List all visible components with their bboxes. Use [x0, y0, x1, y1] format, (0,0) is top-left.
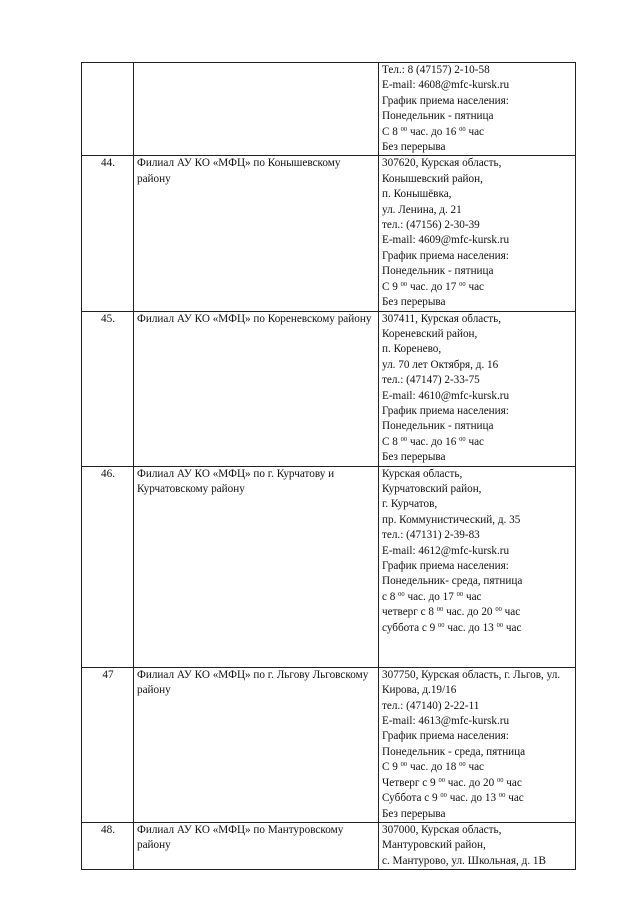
contact-line: Понедельник- среда, пятница: [382, 575, 523, 588]
schedule-text: час: [465, 125, 485, 138]
schedule-line: [382, 125, 573, 140]
contact-line: п. Коренево,: [382, 343, 442, 356]
time-minutes: 00: [438, 621, 445, 629]
time-minutes: 00: [438, 776, 445, 784]
schedule-text: час. до 16: [407, 125, 460, 138]
time-minutes: 00: [400, 761, 408, 769]
contact-line: 307411, Курская область,: [382, 312, 501, 325]
row-number: [82, 63, 134, 156]
branch-contacts: [379, 311, 576, 466]
table-row: [82, 63, 576, 156]
table-row: [82, 156, 576, 311]
contact-line: тел.: (47147) 2-33-75: [382, 374, 480, 387]
time-minutes: 00: [496, 621, 504, 629]
contact-line: г. Курчатов,: [382, 498, 438, 511]
branch-name: Филиал АУ КО «МФЦ» по Кореневскому району: [134, 311, 379, 466]
contact-line: тел.: (47131) 2-39-83: [382, 529, 480, 542]
schedule-text: час: [505, 792, 524, 805]
schedule-text: Суббота с 9: [382, 792, 441, 805]
schedule-text: час. до 16: [407, 435, 460, 448]
branch-name: Филиал АУ КО «МФЦ» по г. Курчатову и Курчатовскому району: [134, 466, 379, 667]
contact-line: тел.: (47156) 2-30-39: [382, 219, 480, 232]
branch-name: [134, 63, 379, 156]
contact-line: Понедельник - пятница: [382, 420, 494, 433]
branch-name: Филиал АУ КО «МФЦ» по г. Льгову Льговскому району: [134, 667, 379, 822]
contact-line: Без перерыва: [382, 141, 446, 154]
branch-contacts: [379, 63, 576, 156]
contact-line: Понедельник - пятница: [382, 265, 494, 278]
time-minutes: 00: [495, 606, 502, 614]
time-minutes: 00: [459, 280, 466, 288]
contact-line: [382, 651, 573, 666]
schedule-text: час: [465, 761, 485, 774]
schedule-text: час. до 13: [446, 792, 499, 805]
time-minutes: 00: [400, 435, 408, 443]
row-number: 47: [82, 667, 134, 822]
schedule-line: [382, 280, 573, 295]
branch-contacts: [379, 466, 576, 667]
table-row: [82, 667, 576, 822]
schedule-text: С 8: [382, 125, 401, 138]
schedule-text: С 9: [382, 761, 401, 774]
contact-line: Кореневский район,: [382, 327, 478, 340]
schedule-text: час. до 18: [407, 761, 460, 774]
contact-line: E-mail: 4608@mfc-kursk.ru: [382, 79, 510, 92]
schedule-line: [382, 760, 573, 775]
branch-contacts: [379, 156, 576, 311]
contact-line: Без перерыва: [382, 451, 446, 464]
schedule-text: час: [463, 590, 482, 603]
schedule-text: час. до 20: [443, 606, 496, 619]
schedule-text: час. до 13: [444, 621, 497, 634]
contact-line: ул. 70 лет Октября, д. 16: [382, 358, 499, 371]
schedule-text: суббота с 9: [382, 621, 439, 634]
time-minutes: 00: [459, 435, 466, 443]
contact-line: Мантуровский район,: [382, 839, 486, 852]
table-row: [82, 311, 576, 466]
table-row: [82, 822, 576, 869]
schedule-text: час: [465, 435, 485, 448]
time-minutes: 00: [456, 590, 464, 598]
schedule-line: [382, 791, 573, 806]
row-number: 45.: [82, 311, 134, 466]
contact-line: 307750, Курская область, г. Льгов, ул.: [382, 668, 561, 681]
time-minutes: 00: [496, 776, 504, 784]
schedule-line: [382, 605, 573, 620]
contact-line: 307620, Курская область,: [382, 157, 502, 170]
contact-line: E-mail: 4612@mfc-kursk.ru: [382, 544, 510, 557]
contact-line: График приема населения:: [382, 730, 509, 743]
schedule-text: час: [465, 280, 485, 293]
schedule-text: час. до 17: [407, 280, 460, 293]
time-minutes: 00: [459, 125, 466, 133]
schedule-text: с 8: [382, 590, 399, 603]
time-minutes: 00: [400, 125, 408, 133]
contact-line: Понедельник - среда, пятница: [382, 745, 526, 758]
contact-line: Понедельник - пятница: [382, 110, 494, 123]
table-row: [82, 466, 576, 667]
contact-line: ул. Ленина, д. 21: [382, 203, 462, 216]
contact-line: E-mail: 4610@mfc-kursk.ru: [382, 389, 510, 402]
contact-line: Тел.: 8 (47157) 2-10-58: [382, 64, 490, 76]
contact-line: E-mail: 4613@mfc-kursk.ru: [382, 715, 510, 728]
time-minutes: 00: [440, 792, 447, 800]
schedule-text: час: [501, 606, 521, 619]
contact-line: Кирова, д.19/16: [382, 684, 457, 697]
contact-line: Курская область,: [382, 467, 463, 480]
branch-name: Филиал АУ КО «МФЦ» по Мантуровскому району: [134, 822, 379, 869]
schedule-line: [382, 776, 573, 791]
row-number: 48.: [82, 822, 134, 869]
contact-line: п. Конышёвка,: [382, 188, 452, 201]
schedule-text: С 8: [382, 435, 401, 448]
contact-line: График приема населения:: [382, 560, 509, 572]
contact-line: График приема населения:: [382, 404, 509, 417]
row-number: 44.: [82, 156, 134, 311]
branch-contacts: [379, 667, 576, 822]
schedule-text: С 9: [382, 280, 401, 293]
table-body: [82, 63, 576, 870]
contact-line: Без перерыва: [382, 296, 446, 309]
time-minutes: 00: [400, 280, 408, 288]
contact-line: с. Мантурово, ул. Школьная, д. 1В: [382, 854, 546, 867]
time-minutes: 00: [498, 792, 506, 800]
contact-line: Конышевский район,: [382, 172, 483, 185]
branch-name: Филиал АУ КО «МФЦ» по Конышевскому району: [134, 156, 379, 311]
schedule-text: Четверг с 9: [382, 776, 439, 789]
schedule-text: час: [503, 776, 522, 789]
schedule-line: [382, 590, 573, 605]
schedule-text: час: [503, 621, 522, 634]
contact-line: тел.: (47140) 2-22-11: [382, 699, 480, 712]
contact-line: График приема населения:: [382, 94, 509, 107]
branch-contacts: [379, 822, 576, 869]
contact-line: пр. Коммунистический, д. 35: [382, 513, 521, 526]
branch-table: [81, 62, 576, 870]
schedule-text: час. до 20: [444, 776, 497, 789]
contact-line: График приема населения:: [382, 249, 509, 262]
schedule-text: четверг с 8: [382, 606, 437, 619]
schedule-line: [382, 621, 573, 636]
schedule-text: час. до 17: [404, 590, 457, 603]
time-minutes: 00: [436, 606, 444, 614]
contact-line: Курчатовский район,: [382, 482, 482, 495]
contact-line: Без перерыва: [382, 807, 446, 820]
time-minutes: 00: [398, 590, 405, 598]
time-minutes: 00: [459, 761, 466, 769]
contact-line: 307000, Курская область,: [382, 823, 502, 836]
schedule-line: [382, 435, 573, 450]
contact-line: E-mail: 4609@mfc-kursk.ru: [382, 234, 510, 247]
row-number: 46.: [82, 466, 134, 667]
contact-line: [382, 636, 573, 651]
